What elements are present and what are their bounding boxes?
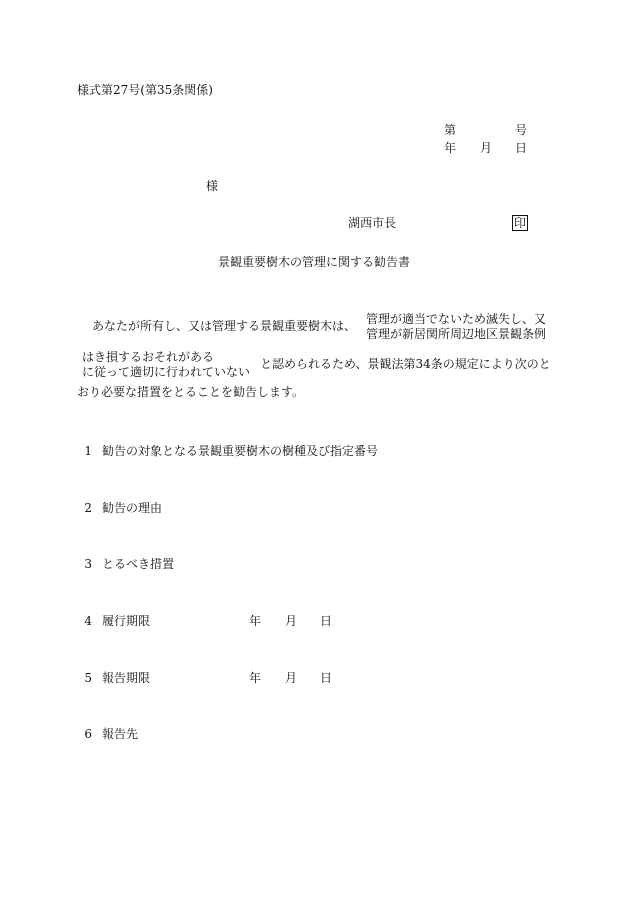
item-5-month: 月 [285,671,298,685]
item-5-day: 日 [320,671,333,685]
item-3 [74,558,174,570]
item-number: 3 [84,557,92,571]
seal-stamp: 印 [514,216,527,230]
issuer: 湖西市長 [348,216,397,230]
item-5-year: 年 [249,671,262,685]
body-option-b-line2: に従って適切に行われていない [82,365,251,379]
date-month: 月 [480,141,493,155]
item-4-month: 月 [285,614,298,628]
item-number: 2 [84,501,92,515]
document-number-prefix: 第 [444,123,457,137]
body-option-a-line1: 管理が適当でないため滅失し、又 [366,312,547,326]
item-label: とるべき措置 [102,557,175,571]
item-label: 報告期限 [102,671,151,685]
addressee-suffix: 様 [206,179,219,193]
body-option-b-line1: 管理が新居関所周辺地区景観条例 [366,327,547,341]
document-title: 景観重要樹木の管理に関する勧告書 [218,255,411,269]
item-6 [74,728,138,740]
item-4-year: 年 [249,614,262,628]
item-number: 1 [84,444,92,458]
body-line3: おり必要な措置をとることを勧告します。 [77,385,305,399]
item-4 [74,615,150,627]
item-number: 5 [84,671,92,685]
body-line1-lead: あなたが所有し、又は管理する景観重要樹木は、 [92,319,357,333]
item-label: 勧告の対象となる景観重要樹木の樹種及び指定番号 [102,444,379,458]
item-1 [74,445,378,457]
item-label: 履行期限 [102,614,151,628]
item-number: 4 [84,614,92,628]
item-label: 勧告の理由 [102,501,163,515]
date-day: 日 [515,141,528,155]
item-number: 6 [84,727,92,741]
body-option-a-line2: はき損するおそれがある [82,350,215,364]
form-label: 様式第27号(第35条関係) [77,83,213,97]
item-label: 報告先 [102,727,139,741]
item-2 [74,502,162,514]
item-4-day: 日 [320,614,333,628]
document-number-suffix: 号 [515,123,528,137]
item-5 [74,672,150,684]
date-year: 年 [444,141,457,155]
body-line2-tail: と認められるため、景観法第34条の規定により次のと [260,357,551,371]
